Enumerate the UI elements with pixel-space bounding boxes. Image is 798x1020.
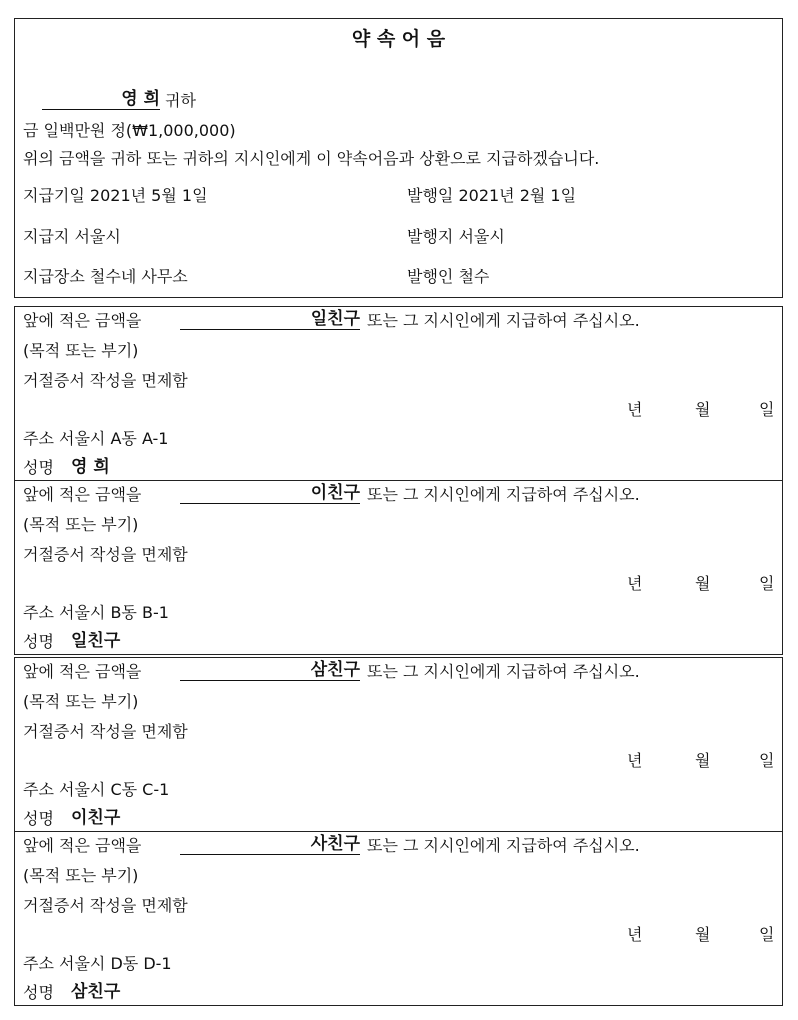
- statement: 위의 금액을 귀하 또는 귀하의 지시인에게 이 약속어음과 상환으로 지급하겠습니다.: [23, 149, 600, 168]
- endorsement-prefix: 앞에 적은 금액을: [23, 485, 142, 504]
- protest-waiver: 거절증서 작성을 면제함: [23, 371, 188, 390]
- protest-waiver: 거절증서 작성을 면제함: [23, 896, 188, 915]
- endorsee-name: 사친구: [180, 834, 360, 855]
- endorsement-section: [14, 831, 783, 1006]
- endorsement-section: [14, 306, 783, 481]
- endorsee-name: 이친구: [180, 483, 360, 504]
- pay-place: 지급지 서울시: [23, 227, 121, 246]
- endorser-name: 일친구: [71, 631, 121, 651]
- purpose-label: (목적 또는 부기): [23, 866, 139, 885]
- name-label: 성명: [23, 632, 54, 651]
- endorser-name: 이친구: [71, 808, 121, 828]
- endorsee-name: 일친구: [180, 309, 360, 330]
- year-label: 년: [627, 400, 643, 419]
- endorsement-suffix: 또는 그 지시인에게 지급하여 주십시오.: [367, 662, 640, 681]
- purpose-label: (목적 또는 부기): [23, 341, 139, 360]
- endorsement-prefix: 앞에 적은 금액을: [23, 662, 142, 681]
- protest-waiver: 거절증서 작성을 면제함: [23, 545, 188, 564]
- year-label: 년: [627, 751, 643, 770]
- issuer: 발행인 철수: [407, 267, 490, 286]
- protest-waiver: 거절증서 작성을 면제함: [23, 722, 188, 741]
- payee-name: 영 희: [42, 89, 160, 110]
- purpose-label: (목적 또는 부기): [23, 515, 139, 534]
- day-label: 일: [759, 574, 775, 593]
- note-title: 약 속 어 음: [351, 28, 446, 50]
- endorser-address: 주소 서울시 D동 D-1: [23, 954, 172, 973]
- endorsee-name: 삼친구: [180, 660, 360, 681]
- day-label: 일: [759, 751, 775, 770]
- endorser-name: 영 희: [71, 457, 110, 477]
- purpose-label: (목적 또는 부기): [23, 692, 139, 711]
- due-date: 지급기일 2021년 5월 1일: [23, 186, 208, 205]
- issue-date: 발행일 2021년 2월 1일: [407, 186, 577, 205]
- endorser-address: 주소 서울시 C동 C-1: [23, 780, 170, 799]
- issue-place: 발행지 서울시: [407, 227, 505, 246]
- day-label: 일: [759, 925, 775, 944]
- amount: 금 일백만원 정(₩1,000,000): [23, 121, 236, 140]
- month-label: 월: [695, 574, 711, 593]
- name-label: 성명: [23, 983, 54, 1002]
- month-label: 월: [695, 400, 711, 419]
- name-label: 성명: [23, 809, 54, 828]
- promissory-note: [14, 18, 783, 298]
- name-label: 성명: [23, 458, 54, 477]
- month-label: 월: [695, 751, 711, 770]
- day-label: 일: [759, 400, 775, 419]
- endorsement-prefix: 앞에 적은 금액을: [23, 836, 142, 855]
- year-label: 년: [627, 925, 643, 944]
- endorsement-suffix: 또는 그 지시인에게 지급하여 주십시오.: [367, 485, 640, 504]
- endorsement-section: [14, 657, 783, 832]
- endorsement-section: [14, 480, 783, 655]
- month-label: 월: [695, 925, 711, 944]
- endorser-address: 주소 서울시 A동 A-1: [23, 429, 169, 448]
- endorsement-prefix: 앞에 적은 금액을: [23, 311, 142, 330]
- pay-location: 지급장소 철수네 사무소: [23, 267, 188, 286]
- payee-suffix: 귀하: [165, 91, 196, 110]
- endorsement-suffix: 또는 그 지시인에게 지급하여 주십시오.: [367, 311, 640, 330]
- endorsement-suffix: 또는 그 지시인에게 지급하여 주십시오.: [367, 836, 640, 855]
- endorser-address: 주소 서울시 B동 B-1: [23, 603, 169, 622]
- endorser-name: 삼친구: [71, 982, 121, 1002]
- year-label: 년: [627, 574, 643, 593]
